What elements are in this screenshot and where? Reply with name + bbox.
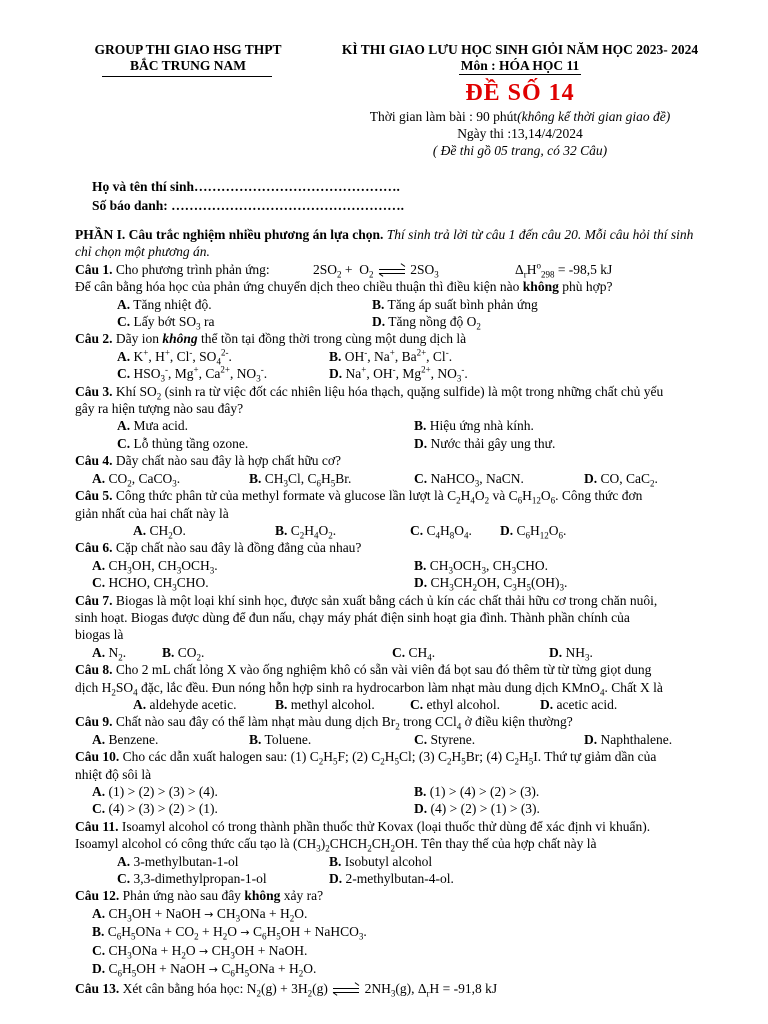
question-content — [75, 226, 700, 998]
q8-option-a[interactable]: A. aldehyde acetic. — [133, 696, 237, 712]
q10-option-d[interactable]: D. (4) > (2) > (1) > (3). — [414, 801, 540, 817]
exam-name: KÌ THI GIAO LƯU HỌC SINH GIỎI NĂM HỌC 2023- 2024 — [341, 42, 699, 57]
q10-option-a[interactable]: A. (1) > (2) > (3) > (4). — [92, 784, 218, 799]
q11-options-ab — [75, 853, 700, 870]
q11-option-b[interactable]: B. Isobutyl alcohol — [329, 853, 433, 869]
q1-label: Câu 1. — [75, 261, 113, 277]
q1-option-d[interactable]: D. Tăng nồng độ $O_2$ — [372, 314, 481, 332]
q9-option-c[interactable]: C. Styrene. — [414, 731, 476, 747]
q6-option-a[interactable]: A. $CH_3OH$, $CH_3OCH_3$. — [92, 557, 218, 576]
question-13: Câu 13. Xét cân bằng hóa học: $N_2(g) + 3H_2(g)$ $2NH_3(g)$, $\Delta_rH = -91,8$ kJ — [75, 981, 498, 1000]
q3-option-c[interactable]: C. Lỗ thủng tầng ozone. — [117, 435, 249, 451]
q7-option-d[interactable]: D. $NH_3$. — [549, 644, 593, 663]
q5-option-a[interactable]: A. $CH_2O$. — [133, 522, 186, 541]
q3-options-cd — [75, 435, 700, 452]
question-3: Câu 3. Khí $SO_2$ (sinh ra từ việc đốt các nhiên liệu hóa thạch, quặng sulfide) là một trong những chất chủ yếu — [75, 383, 664, 402]
q6-options-ab — [75, 557, 700, 574]
q9-option-b[interactable]: B. Toluene. — [249, 731, 312, 747]
q12-option-b[interactable]: B. $C_6H_5ONa + CO_2 + H_2O \to C_6H_5OH$ + NaHCO$_3$. — [92, 924, 367, 942]
question-2: Câu 2. Dãy ion không thể tồn tại đồng thời trong cùng một dung dịch là — [75, 331, 467, 347]
q11-option-a[interactable]: A. 3-methylbutan-1-ol — [117, 853, 239, 869]
q5-options — [75, 522, 700, 539]
exam-info — [330, 108, 710, 159]
candidate-info — [92, 177, 404, 215]
question-9: Câu 9. Chất nào sau đây có thể làm nhạt màu dung dịch $Br_2$ trong CCl$_4$ ở điều kiện thường? — [75, 714, 573, 733]
q12-option-d[interactable]: D. $C_6H_5OH$ + NaOH → $C_6H_5ONa + H_2O$. — [92, 961, 317, 979]
q1-equation: $2SO_2 + O_2$ $2SO_3$ — [313, 261, 439, 280]
time-line — [330, 108, 710, 125]
candidate-name-line: Họ và tên thí sinh………………………………………. — [92, 179, 400, 194]
q1-option-c[interactable]: C. Lấy bớt $SO_3$ ra — [117, 314, 215, 332]
organizer-header — [88, 42, 288, 74]
question-12: Câu 12. Phản ứng nào sau đây không xảy ra? — [75, 888, 324, 904]
q7-stem-line-2: sinh hoạt. Biogas được dùng để đun nấu, chạy máy phát điện sinh hoạt gia đình. Thành phần chính của — [75, 609, 630, 625]
subject: Môn : HÓA HỌC 11 — [460, 58, 580, 73]
q1-text: Cho phương trình phản ứng: — [112, 261, 270, 277]
question-4: Câu 4. Dãy chất nào sau đây là hợp chất hữu cơ? — [75, 453, 342, 469]
part1-heading — [75, 226, 700, 261]
q7-option-a[interactable]: A. $N_2$. — [92, 644, 127, 663]
q5-option-b[interactable]: B. $C_2H_4O_2$. — [275, 522, 337, 541]
question-10: Câu 10. Cho các dẫn xuất halogen sau: (1) $C_2H_5F$; (2) $C_2H_5Cl$; (3) $C_2H_5Br$; (4) $C_2H_5I$. Thứ tự giảm dần của — [75, 749, 657, 767]
q4-option-d[interactable]: D. CO, CaC$_2$. — [584, 470, 658, 489]
q5-stem-line-2: giản nhất của hai chất này là — [75, 505, 229, 521]
q7-stem-line-3: biogas là — [75, 627, 124, 643]
q3-option-b[interactable]: B. Hiệu ứng nhà kính. — [414, 418, 534, 434]
q9-option-d[interactable]: D. Naphthalene. — [584, 731, 673, 747]
q3-option-d[interactable]: D. Nước thải gây ung thư. — [414, 435, 556, 451]
q8-option-c[interactable]: C. ethyl alcohol. — [410, 696, 500, 712]
q6-option-b[interactable]: B. $CH_3OCH_3$, $CH_3CHO$. — [414, 557, 548, 576]
q6-option-c[interactable]: C. HCHO, $CH_3CHO$. — [92, 575, 209, 593]
organizer-underline — [102, 76, 272, 77]
q7-option-c[interactable]: C. $CH_4$. — [392, 644, 436, 663]
q3-options-ab — [75, 417, 700, 434]
q2-option-d[interactable]: D. Na+, OH-, $Mg^{2+}$, $NO_3^-$. — [329, 364, 468, 384]
q1-stem-line-2: Để cân bằng hóa học của phản ứng chuyển dịch theo chiều thuận thì điều kiện nào không phù hợp? — [75, 279, 613, 295]
q9-options — [75, 731, 700, 748]
q9-option-a[interactable]: A. Benzene. — [92, 731, 159, 747]
q5-option-d[interactable]: D. $C_6H_{12}O_6$. — [500, 522, 567, 541]
exam-date: Ngày thi :13,14/4/2024 — [457, 126, 583, 141]
q8-option-d[interactable]: D. acetic acid. — [540, 696, 618, 712]
q11-option-d[interactable]: D. 2-methylbutan-4-ol. — [329, 871, 454, 887]
q7-option-b[interactable]: B. $CO_2$. — [162, 644, 205, 663]
organizer-line-2: BẮC TRUNG NAM — [129, 58, 246, 73]
q6-options-cd — [75, 574, 700, 591]
q6-option-d[interactable]: D. $CH_3CH_2OH$, $C_3H_5(OH)_3$. — [414, 575, 568, 593]
q2-option-b[interactable]: B. OH-, Na+, $Ba^{2+}$, Cl-. — [329, 347, 453, 364]
q2-option-a[interactable]: A. K+, H+, Cl-, $SO_4^{2-}$. — [117, 347, 232, 367]
q8-options — [75, 696, 700, 713]
q10-options-ab — [75, 783, 700, 800]
q12-option-c[interactable]: C. $CH_3ONa + H_2O \to CH_3OH$ + NaOH. — [92, 942, 308, 961]
organizer-line-1: GROUP THI GIAO HSG THPT — [94, 42, 282, 57]
q1-options-cd — [75, 313, 700, 330]
q11-option-c[interactable]: C. 3,3-dimethylpropan-1-ol — [117, 871, 267, 887]
q4-option-a[interactable]: A. $CO_2$, CaCO$_3$. — [92, 470, 181, 489]
q8-stem-line-2: dịch $H_2SO_4$ đặc, lắc đều. Đun nóng hỗn hợp sinh ra hydrocarbon làm nhạt màu dung dịch KMnO$_4$. Chất X là — [75, 679, 663, 698]
q4-options — [75, 470, 700, 487]
time-note: (không kể thời gian giao đề) — [517, 109, 671, 124]
q4-option-b[interactable]: B. $CH_3Cl$, $C_6H_5Br$. — [249, 470, 352, 489]
q4-option-c[interactable]: C. NaHCO$_3$, NaCN. — [414, 470, 524, 489]
q11-options-cd — [75, 870, 700, 887]
q5-option-c[interactable]: C. $C_4H_8O_4$. — [410, 522, 472, 541]
question-5: Câu 5. Công thức phân tử của methyl formate và glucose lần lượt là $C_2H_4O_2$ và $C_6H_{12}O_6$. Công thức đơn — [75, 488, 643, 506]
exam-header — [330, 42, 710, 75]
q2-options-cd — [75, 365, 700, 382]
q2-options-ab — [75, 348, 700, 365]
part1-title: PHẦN I. Câu trắc nghiệm nhiều phương án lựa chọn. — [75, 227, 384, 242]
q1-option-a[interactable]: A. Tăng nhiệt độ. — [117, 296, 212, 312]
question-7: Câu 7. Biogas là một loại khí sinh học, được sản xuất bằng cách ủ kín các chất thải hữu cơ trong chăn nuôi, — [75, 592, 658, 608]
q10-options-cd — [75, 800, 700, 817]
q2-option-c[interactable]: C. $HSO_3^-$, Mg+, $Ca^{2+}$, $NO_3^-$. — [117, 364, 268, 384]
question-1 — [75, 261, 700, 278]
candidate-id-line: Số báo danh: ……………………………………………. — [92, 198, 405, 213]
q7-options — [75, 644, 700, 661]
q11-stem-line-2: Isoamyl alcohol có công thức cấu tạo là $(CH_3)_2CHCH_2CH_2OH$. Tên thay thế của hợp chất này là — [75, 836, 597, 854]
q12-option-a[interactable]: A. $CH_3OH$ + NaOH → $CH_3ONa + H_2O$. — [92, 905, 308, 924]
q10-option-c[interactable]: C. (4) > (3) > (2) > (1). — [92, 801, 218, 817]
q8-option-b[interactable]: B. methyl alcohol. — [275, 696, 375, 712]
q1-option-b[interactable]: B. Tăng áp suất bình phản ứng — [372, 296, 538, 312]
q1-options-ab — [75, 296, 700, 313]
question-11: Câu 11. Isoamyl alcohol có trong thành phần thuốc thử Kovax (loại thuốc thử dùng để xác định vi khuẩn). — [75, 818, 651, 834]
exam-title: ĐỀ SỐ 14 — [465, 80, 575, 106]
q10-option-b[interactable]: B. (1) > (4) > (2) > (3). — [414, 784, 540, 799]
question-8: Câu 8. Cho 2 mL chất lỏng X vào ống nghiệm khô có sẵn vài viên đá bọt sau đó thêm từ từ từng giọt dung — [75, 662, 652, 678]
question-6: Câu 6. Cặp chất nào sau đây là đồng đẳng của nhau? — [75, 540, 362, 556]
q3-stem-line-2: gây ra hiện tượng nào sau đây? — [75, 401, 244, 417]
q10-stem-line-2: nhiệt độ sôi là — [75, 766, 152, 782]
q1-enthalpy: $\Delta_rH^o_{298} = -98,5$ kJ — [515, 260, 613, 280]
q3-option-a[interactable]: A. Mưa acid. — [117, 418, 189, 434]
part1-instructions: Thí sinh trả lời từ câu 1 đến câu 20. Mỗi câu hỏi thí sinh chỉ chọn một phương án. — [75, 227, 694, 260]
time-main: Thời gian làm bài : 90 phút — [369, 109, 518, 124]
pages-note: ( Đề thi gồ 05 trang, có 32 Câu) — [432, 143, 608, 158]
